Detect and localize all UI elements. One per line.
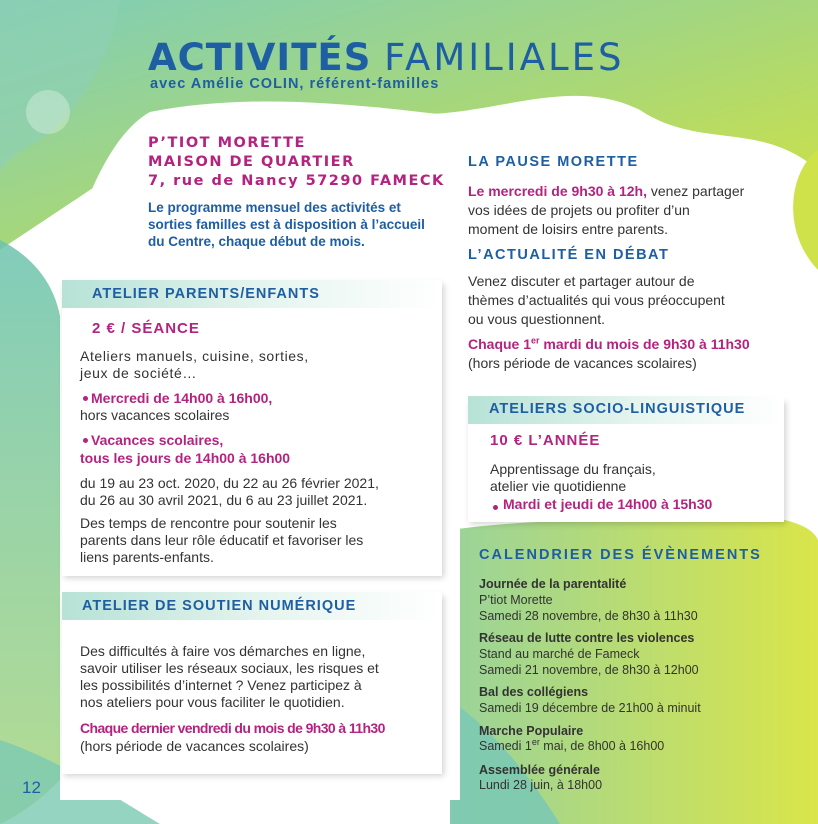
- atelier-parents-dates: [80, 475, 379, 509]
- actualite-line: ou vous questionnent.: [468, 311, 605, 327]
- title-light: FAMILIALES: [384, 36, 625, 79]
- title-bold: ACTIVITÉS: [148, 36, 372, 79]
- pause-line: vos idées de projets ou profiter d’un: [468, 202, 690, 218]
- location-line1: P’TIOT MORETTE: [148, 135, 306, 151]
- location-line2: MAISON DE QUARTIER: [148, 154, 355, 170]
- bullet-icon: [493, 505, 498, 510]
- location-line3: 7, rue de Nancy 57290 FAMECK: [148, 173, 445, 189]
- desc-line: jeux de société…: [80, 365, 197, 381]
- dates-line: du 26 au 30 avril 2021, du 6 au 23 juillet 2021.: [80, 492, 368, 508]
- atelier-parents-sched2-line2: tous les jours de 14h00 à 16h00: [80, 450, 291, 466]
- pause-line1-bold: Le mercredi de 9h30 à 12h,: [468, 183, 647, 199]
- location-intro: Le programme mensuel des activités et sorties familles est à disposition à l’accueil du Centre, chaque début de mois.: [148, 200, 425, 249]
- event-detail-a: Samedi 1: [479, 739, 532, 753]
- pause-line1-rest: venez partager: [646, 183, 745, 199]
- pause-line: moment de loisirs entre parents.: [468, 221, 668, 237]
- socio-ling-desc: [490, 461, 656, 495]
- socio-ling-price: 10 € L’ANNÉE: [490, 432, 601, 449]
- atelier-numerique-schedule: Chaque dernier vendredi du mois de 9h30 à 11h30: [80, 720, 385, 736]
- atelier-numerique-heading: ATELIER DE SOUTIEN NUMÉRIQUE: [82, 598, 357, 614]
- page-number: 12: [22, 778, 41, 797]
- goal-line: Des temps de rencontre pour soutenir les: [80, 515, 337, 531]
- bullet-icon: [83, 396, 88, 401]
- page-title: [148, 36, 624, 79]
- event-detail: Samedi 19 décembre de 21h00 à minuit: [479, 701, 701, 715]
- atelier-numerique-desc: [80, 643, 379, 711]
- location-block: [148, 134, 445, 191]
- actualite-text: [468, 272, 768, 329]
- event-detail-b: mai, de 8h00 à 16h00: [539, 739, 665, 753]
- event-name: Journée de la parentalité: [479, 577, 627, 591]
- atelier-parents-sched1-note: hors vacances scolaires: [80, 407, 230, 423]
- sched-b: mardi du mois de 9h30 à 11h30: [539, 336, 750, 352]
- pause-morette-text: [468, 182, 768, 239]
- pause-morette-heading: LA PAUSE MORETTE: [468, 154, 639, 170]
- goal-line: liens parents-enfants.: [80, 549, 214, 565]
- event-detail-sup: er: [531, 736, 540, 747]
- desc-line: Ateliers manuels, cuisine, sorties,: [80, 348, 309, 364]
- atelier-numerique-note: (hors période de vacances scolaires): [80, 738, 309, 754]
- socio-ling-schedule: Mardi et jeudi de 14h00 à 15h30: [503, 496, 713, 512]
- event-detail: Samedi 28 novembre, de 8h30 à 11h30: [479, 609, 698, 623]
- event-detail: Stand au marché de Fameck: [479, 647, 640, 661]
- socio-line: Apprentissage du français,: [490, 461, 656, 477]
- page-subtitle: avec Amélie COLIN, référent-familles: [150, 76, 440, 92]
- atelier-parents-sched1: Mercredi de 14h00 à 16h00,: [91, 390, 273, 406]
- goal-line: parents dans leur rôle éducatif et favoriser les: [80, 532, 364, 548]
- socio-ling-heading: ATELIERS SOCIO-LINGUISTIQUE: [489, 401, 746, 417]
- event-name: Marche Populaire: [479, 724, 584, 738]
- event-detail: P’tiot Morette: [479, 593, 553, 607]
- numerique-line: Des difficultés à faire vos démarches en ligne,: [80, 643, 366, 659]
- calendrier-heading: CALENDRIER DES ÉVÈNEMENTS: [479, 547, 762, 563]
- socio-line: atelier vie quotidienne: [490, 478, 627, 494]
- sched-a: Chaque 1: [468, 336, 532, 352]
- event-name: Bal des collégiens: [479, 685, 589, 699]
- numerique-line: savoir utiliser les réseaux sociaux, les risques et: [80, 660, 379, 676]
- sched-sup: er: [531, 335, 540, 346]
- actualite-note: (hors période de vacances scolaires): [468, 355, 697, 371]
- event-detail: Lundi 28 juin, à 18h00: [479, 778, 603, 792]
- event-name: Assemblée générale: [479, 763, 600, 777]
- actualite-heading: L’ACTUALITÉ EN DÉBAT: [468, 247, 670, 263]
- bullet-icon: [83, 438, 88, 443]
- numerique-line: les possibilités d’internet ? Venez participez à: [80, 677, 362, 693]
- pause-line1: [468, 182, 768, 201]
- atelier-parents-price: 2 € / SÉANCE: [92, 320, 200, 337]
- event-name: Réseau de lutte contre les violences: [479, 631, 695, 645]
- event-detail: [479, 736, 665, 753]
- atelier-parents-goal: [80, 515, 363, 566]
- dates-line: du 19 au 23 oct. 2020, du 22 au 26 février 2021,: [80, 475, 379, 491]
- actualite-line: Venez discuter et partager autour de: [468, 273, 695, 289]
- numerique-line: nos ateliers pour vous faciliter le quotidien.: [80, 694, 345, 710]
- actualite-line: thèmes d’actualités qui vous préoccupent: [468, 292, 725, 308]
- actualite-schedule: [468, 336, 750, 353]
- atelier-parents-sched2-line1: Vacances scolaires,: [91, 432, 224, 448]
- atelier-parents-desc: [80, 348, 309, 382]
- event-detail: Samedi 21 novembre, de 8h30 à 12h00: [479, 663, 699, 677]
- atelier-parents-heading: ATELIER PARENTS/ENFANTS: [92, 286, 320, 302]
